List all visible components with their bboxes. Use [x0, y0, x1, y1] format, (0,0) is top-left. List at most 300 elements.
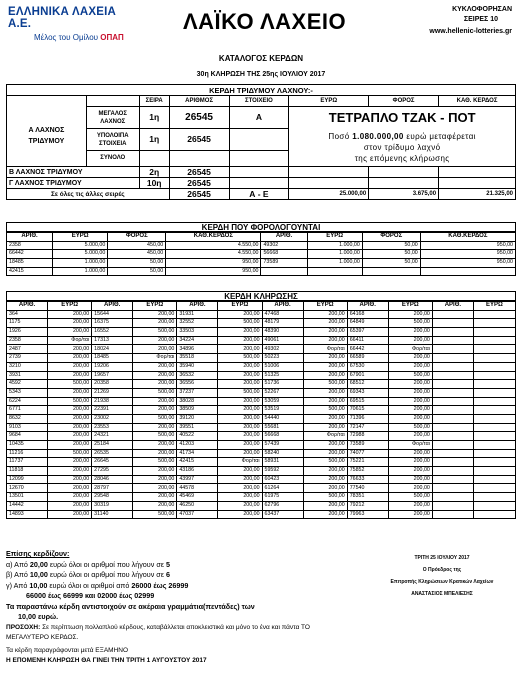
number-cell [362, 267, 420, 276]
amount-cell: 200,00 [48, 354, 92, 363]
number-cell [432, 493, 473, 502]
number-cell: 51736 [262, 380, 303, 389]
amount-cell: 200,00 [133, 423, 177, 432]
number-cell: 50,00 [362, 259, 420, 268]
number-cell: 76633 [347, 475, 388, 484]
number-cell: 3931 [7, 371, 48, 380]
number-cell: 11216 [7, 449, 48, 458]
paper-note: Τα παραστάνω κέρδη αντιστοιχούν σε ακέραια γραμμάτια(πεντάδες) των [6, 601, 255, 611]
column-header: ΑΡΙΘ. [7, 233, 53, 242]
number-cell: 4592 [7, 380, 48, 389]
amount-cell: 200,00 [303, 423, 347, 432]
number-cell: 41203 [177, 441, 218, 450]
number-cell: 21938 [92, 397, 133, 406]
amount-cell: 200,00 [303, 371, 347, 380]
amount-cell: 200,00 [388, 397, 432, 406]
amount-cell: 200,00 [48, 441, 92, 450]
taxed-row [7, 267, 516, 276]
number-cell: 22391 [92, 406, 133, 415]
number-cell: 64849 [347, 319, 388, 328]
number-cell: 59592 [262, 467, 303, 476]
number-cell: 18485 [92, 354, 133, 363]
number-cell: 17313 [92, 336, 133, 345]
amount-cell: 500,00 [218, 319, 262, 328]
amount-cell: 200,00 [133, 501, 177, 510]
number-cell: 53519 [262, 406, 303, 415]
amount-cell: 950,00 [420, 250, 515, 259]
amount-cell [473, 362, 515, 371]
number-cell: 68512 [347, 380, 388, 389]
amount-cell: 200,00 [133, 406, 177, 415]
amount-cell: 200,00 [388, 336, 432, 345]
amount-cell: 200,00 [388, 458, 432, 467]
amount-cell: 200,00 [218, 414, 262, 423]
amount-cell: 5.000,00 [53, 250, 108, 259]
number-cell: 61975 [262, 493, 303, 502]
wins-row [7, 432, 516, 441]
number-cell: 56668 [261, 250, 307, 259]
amount-cell: 200,00 [303, 336, 347, 345]
amount-cell [473, 380, 515, 389]
also-won-heading: Επίσης κερδίζουν: [6, 549, 70, 558]
taxed-row [7, 241, 516, 250]
wins-row [7, 310, 516, 319]
number-cell: 39551 [177, 423, 218, 432]
amount-cell: 200,00 [388, 414, 432, 423]
draw-date: 30η ΚΛΗΡΩΣΗ ΤΗΣ 25ης ΙΟΥΛΙΟΥ 2017 [196, 71, 326, 78]
number-cell: 50,00 [108, 267, 166, 276]
company-logo [8, 6, 128, 42]
amount-cell: 200,00 [48, 362, 92, 371]
amount-cell: 200,00 [218, 484, 262, 493]
number-cell: 58931 [262, 458, 303, 467]
number-cell: 32552 [177, 319, 218, 328]
column-header: ΕΥΡΩ [303, 302, 347, 311]
amount-cell: 200,00 [388, 310, 432, 319]
amount-cell [473, 449, 515, 458]
column-header: ΑΡΙΘ. [432, 302, 473, 311]
amount-cell [473, 406, 515, 415]
amount-cell: 200,00 [218, 510, 262, 519]
number-cell: 50,00 [108, 259, 166, 268]
column-header: ΦΟΡΟΣ [362, 233, 420, 242]
amount-cell: 200,00 [218, 432, 262, 441]
column-header: ΕΥΡΩ [307, 233, 362, 242]
number-cell: 27295 [92, 467, 133, 476]
brand-name: ΕΛΛΗΝΙΚΑ ΛΑΧΕΙΑ Α.Ε. [8, 6, 117, 30]
amount-cell: 200,00 [388, 467, 432, 476]
amount-cell [473, 458, 515, 467]
amount-cell: 200,00 [218, 475, 262, 484]
number-cell [432, 501, 473, 510]
amount-cell: 200,00 [218, 310, 262, 319]
amount-cell: 500,00 [48, 397, 92, 406]
number-cell [432, 336, 473, 345]
amount-cell: 200,00 [48, 467, 92, 476]
number-cell: 2358 [7, 241, 53, 250]
amount-cell: 200,00 [218, 501, 262, 510]
amount-cell: 200,00 [218, 449, 262, 458]
wins-row [7, 423, 516, 432]
wins-row [7, 397, 516, 406]
wins-row [7, 501, 516, 510]
amount-cell: 200,00 [388, 484, 432, 493]
number-cell: 48390 [262, 328, 303, 337]
number-cell: 28797 [92, 484, 133, 493]
number-cell: 42415 [7, 267, 53, 276]
number-cell: 73589 [261, 259, 307, 268]
number-cell: 23002 [92, 414, 133, 423]
amount-cell: Φορ/ται [388, 441, 432, 450]
amount-cell [473, 414, 515, 423]
signature-block: ΤΡΙΤΗ 25 ΙΟΥΛΙΟΥ 2017 Ο Πρόεδρος της Επιτροπής Κληρώσεων Κρατικών Λαχείων ΑΝΑΣΤΑΣΙΟΣ ΜΠΕΛΙΕΣΗΣ [390, 555, 494, 597]
number-cell: 24321 [92, 432, 133, 441]
amount-cell: Φορ/ται [218, 458, 262, 467]
amount-cell [473, 319, 515, 328]
amount-cell: 200,00 [133, 319, 177, 328]
number-cell [432, 458, 473, 467]
amount-cell: Φορ/ται [303, 432, 347, 441]
amount-cell: 500,00 [133, 388, 177, 397]
website-link[interactable]: www.hellenic-lotteries.gr [429, 28, 512, 35]
amount-cell: 200,00 [218, 345, 262, 354]
number-cell: 52267 [262, 388, 303, 397]
amount-cell: 200,00 [133, 371, 177, 380]
line-a: α) Από 20,00 ευρώ όλοι οι αριθμοί που λήγουν σε 5 [6, 559, 170, 569]
taxed-title: ΚΕΡΔΗ ΠΟΥ ΦΟΡΟΛΟΓΟΥΝΤΑΙ [6, 222, 516, 232]
number-cell: 14442 [7, 501, 48, 510]
amount-cell: 500,00 [133, 458, 177, 467]
amount-cell: 200,00 [48, 484, 92, 493]
taxed-row [7, 259, 516, 268]
number-cell: 48179 [262, 319, 303, 328]
number-cell: 67530 [347, 362, 388, 371]
number-cell: 34896 [177, 345, 218, 354]
wins-row [7, 414, 516, 423]
wins-row [7, 406, 516, 415]
amount-cell: 200,00 [48, 328, 92, 337]
number-cell: 66589 [347, 354, 388, 363]
amount-cell: 500,00 [303, 380, 347, 389]
number-cell: 5343 [7, 388, 48, 397]
amount-cell: 500,00 [218, 388, 262, 397]
amount-cell: 200,00 [388, 501, 432, 510]
column-header: ΑΡΙΘ. [347, 302, 388, 311]
number-cell: 45469 [177, 493, 218, 502]
column-header: ΦΟΡΟΣ [108, 233, 166, 242]
number-cell: 15644 [92, 310, 133, 319]
number-cell: 23553 [92, 423, 133, 432]
wins-row [7, 328, 516, 337]
amount-cell: 200,00 [303, 397, 347, 406]
number-cell: 75221 [347, 458, 388, 467]
number-cell [432, 510, 473, 519]
number-cell: 42415 [177, 458, 218, 467]
amount-cell: 200,00 [133, 441, 177, 450]
wins-row [7, 510, 516, 519]
amount-cell [473, 328, 515, 337]
line-b: β) Από 10,00 ευρώ όλοι οι αριθμοί που λήγουν σε 6 [6, 570, 170, 579]
number-cell [432, 380, 473, 389]
amount-cell: 200,00 [48, 423, 92, 432]
amount-cell: 200,00 [303, 441, 347, 450]
number-cell: 11737 [7, 458, 48, 467]
amount-cell [473, 388, 515, 397]
amount-cell: 200,00 [218, 441, 262, 450]
amount-cell: 4.550,00 [166, 241, 261, 250]
amount-cell: 500,00 [218, 354, 262, 363]
amount-cell: 500,00 [133, 328, 177, 337]
number-cell: 40522 [177, 432, 218, 441]
amount-cell: 200,00 [218, 467, 262, 476]
number-cell: 71396 [347, 414, 388, 423]
number-cell: 37237 [177, 388, 218, 397]
number-cell: 19657 [92, 371, 133, 380]
number-cell [432, 310, 473, 319]
column-header: ΑΡΙΘ. [92, 302, 133, 311]
amount-cell: 200,00 [303, 319, 347, 328]
wins-row [7, 449, 516, 458]
amount-cell: 200,00 [218, 423, 262, 432]
number-cell: 35518 [177, 354, 218, 363]
next-draw-note: Η ΕΠΟΜΕΝΗ ΚΛΗΡΩΣΗ ΘΑ ΓΙΝΕΙ ΤΗΝ ΤΡΙΤΗ 1 ΑΥΓΟΥΣΤΟΥ 2017 [6, 657, 207, 664]
column-header: ΕΥΡΩ [473, 302, 515, 311]
amount-cell: 950,00 [166, 259, 261, 268]
number-cell: 2487 [7, 345, 48, 354]
number-cell [261, 267, 307, 276]
amount-cell [473, 371, 515, 380]
number-cell: 33503 [177, 328, 218, 337]
wins-row [7, 345, 516, 354]
footer-notes: Επίσης κερδίζουν: α) Από 20,00 ευρώ όλοι οι αριθμοί που λήγουν σε 5 β) Από 10,00 ευρώ όλοι οι αριθμοί που λήγουν σε 6 γ) Από 10,00 ευρώ όλοι οι αριθμοί από 26000 έως 26999 66000 έως 66999 και 02000 έως 02999 Τα παραστάνω κέρδη αντιστοιχούν σε ακέραια γραμμάτια(πεντάδες) των 10,00 ευρώ. ΠΡΟΣΟΧΗ: Σε περίπτωση πολλαπλού κέρδους, καταβάλλεται αποκλειστικά και μόνο το ένα και πάντα ΤΟ ΜΕΓΑΛΥΤΕΡΟ ΚΕΡΔΟΣ. Τα κέρδη παραγράφονται μετά ΕΞΑΜΗΝΟ Η ΕΠΟΜΕΝΗ ΚΛΗΡΩΣΗ ΘΑ ΓΙΝΕΙ ΤΗΝ ΤΡΙΤΗ 1 ΑΥΓΟΥΣΤΟΥ 2017 [6, 549, 386, 667]
triple-title: ΚΕΡΔΗ ΤΡΙΔΥΜΟΥ ΛΑΧΝΟΥ:- [7, 85, 516, 96]
number-cell: 1175 [7, 319, 48, 328]
number-cell: 74077 [347, 449, 388, 458]
amount-cell: 200,00 [303, 484, 347, 493]
amount-cell [473, 397, 515, 406]
amount-cell: 200,00 [133, 310, 177, 319]
amount-cell: 200,00 [303, 414, 347, 423]
wins-row [7, 441, 516, 450]
number-cell: 50223 [262, 354, 303, 363]
column-header: ΕΥΡΩ [133, 302, 177, 311]
number-cell [432, 354, 473, 363]
number-cell [432, 319, 473, 328]
amount-cell: 200,00 [133, 397, 177, 406]
number-cell: 25184 [92, 441, 133, 450]
amount-cell: 200,00 [218, 371, 262, 380]
number-cell: 67901 [347, 371, 388, 380]
wins-row [7, 475, 516, 484]
wins-row [7, 493, 516, 502]
amount-cell: 500,00 [48, 380, 92, 389]
number-cell: 21269 [92, 388, 133, 397]
wins-row [7, 458, 516, 467]
number-cell: 450,00 [108, 250, 166, 259]
amount-cell: 200,00 [133, 449, 177, 458]
amount-cell: Φορ/ται [388, 345, 432, 354]
amount-cell: 200,00 [303, 388, 347, 397]
number-cell: 29548 [92, 493, 133, 502]
number-cell: 61264 [262, 484, 303, 493]
number-cell: 78351 [347, 493, 388, 502]
amount-cell: 200,00 [388, 510, 432, 519]
line-c-cont: 66000 έως 66999 και 02000 έως 02999 [26, 591, 155, 600]
number-cell: 75852 [347, 467, 388, 476]
number-cell: 26535 [92, 449, 133, 458]
wins-row [7, 388, 516, 397]
number-cell: 79963 [347, 510, 388, 519]
number-cell: 73589 [347, 441, 388, 450]
taxed-row [7, 250, 516, 259]
wins-row [7, 354, 516, 363]
amount-cell: 950,00 [420, 241, 515, 250]
number-cell: 38509 [177, 406, 218, 415]
amount-cell [473, 484, 515, 493]
column-header: ΕΥΡΩ [48, 302, 92, 311]
number-cell [432, 362, 473, 371]
amount-cell: 500,00 [388, 319, 432, 328]
number-cell: 44578 [177, 484, 218, 493]
number-cell: 41734 [177, 449, 218, 458]
number-cell [432, 345, 473, 354]
number-cell: 65397 [347, 328, 388, 337]
amount-cell: 500,00 [388, 423, 432, 432]
amount-cell [473, 501, 515, 510]
amount-cell [473, 493, 515, 502]
amount-cell [473, 475, 515, 484]
page-title: ΛΑΪΚΟ ΛΑΧΕΙΟ [183, 9, 347, 34]
number-cell: 49302 [261, 241, 307, 250]
amount-cell [473, 467, 515, 476]
amount-cell: 1.000,00 [307, 250, 362, 259]
number-cell: 450,00 [108, 241, 166, 250]
number-cell [432, 432, 473, 441]
amount-cell: 500,00 [303, 493, 347, 502]
amount-cell: 200,00 [133, 362, 177, 371]
amount-cell: 500,00 [388, 371, 432, 380]
number-cell: 36532 [177, 371, 218, 380]
amount-cell: 200,00 [48, 388, 92, 397]
number-cell: 47468 [262, 310, 303, 319]
number-cell: 16552 [92, 328, 133, 337]
column-header: ΑΡΙΘ. [262, 302, 303, 311]
amount-cell: 4.550,00 [166, 250, 261, 259]
amount-cell: 200,00 [218, 362, 262, 371]
number-cell: 43186 [177, 467, 218, 476]
number-cell [432, 484, 473, 493]
amount-cell: 200,00 [388, 406, 432, 415]
amount-cell: 200,00 [388, 380, 432, 389]
attention-note: ΠΡΟΣΟΧΗ: Σε περίπτωση πολλαπλού κέρδους, καταβάλλεται αποκλειστικά και μόνο το ένα και πάντα ΤΟ [6, 623, 310, 631]
column-header: ΕΥΡΩ [218, 302, 262, 311]
amount-cell: 200,00 [48, 475, 92, 484]
amount-cell: 200,00 [48, 432, 92, 441]
amount-cell: 200,00 [218, 380, 262, 389]
wins-row [7, 362, 516, 371]
amount-cell: 200,00 [133, 380, 177, 389]
number-cell: 35940 [177, 362, 218, 371]
number-cell: 49302 [262, 345, 303, 354]
triple-prize-table: ΚΕΡΔΗ ΤΡΙΔΥΜΟΥ ΛΑΧΝΟΥ:- ΣΕΙΡΑ ΑΡΙΘΜΟΣ ΣΤΟΙΧΕΙΟ ΕΥΡΩ ΦΟΡΟΣ ΚΑΘ. ΚΕΡΔΟΣ Α ΛΑΧΝΟΣ ΤΡΙΔΥΜΟΥ ΜΕΓΑΛΟΣ ΛΑΧΝΟΣ 1η 26545 Α ΤΕΤΡΑΠΛΟ ΤΖΑΚ - ΠΟΤ ΥΠΟΛΟΙΠΑ ΣΤΟΙΧΕΙΑ 1η 26545 Ποσό 1.080.000,00 ευρώ μεταφέρεται στον τρίδυμο λαχνό της επόμενης κλήρωσης ΣΥΝΟΛΟ Β ΛΑΧΝΟΣ ΤΡΙΔΥΜΟΥ 2η 26545 Γ ΛΑΧΝΟΣ ΤΡΙΔΥΜΟΥ 10η 26545 Σε όλες τις άλλες σειρές 26545 Α - Ε 25.000,00 3.675,00 21.325,00 [6, 84, 516, 200]
amount-cell: Φορ/ται [133, 354, 177, 363]
amount-cell: 200,00 [48, 414, 92, 423]
number-cell: 66411 [347, 336, 388, 345]
number-cell: 77540 [347, 484, 388, 493]
amount-cell [473, 354, 515, 363]
amount-cell: 200,00 [48, 406, 92, 415]
number-cell: 10435 [7, 441, 48, 450]
wins-row [7, 336, 516, 345]
amount-cell [473, 345, 515, 354]
amount-cell: 200,00 [303, 362, 347, 371]
amount-cell: 200,00 [48, 458, 92, 467]
number-cell: 46250 [177, 501, 218, 510]
amount-cell: 200,00 [388, 328, 432, 337]
number-cell: 26645 [92, 458, 133, 467]
number-cell: 66442 [347, 345, 388, 354]
taxed-wins-table [6, 232, 516, 276]
column-header: ΑΡΙΘ. [7, 302, 48, 311]
amount-cell [473, 432, 515, 441]
amount-cell [473, 441, 515, 450]
amount-cell: 200,00 [48, 310, 92, 319]
amount-cell: 200,00 [48, 345, 92, 354]
number-cell [432, 406, 473, 415]
amount-cell: 200,00 [133, 475, 177, 484]
amount-cell: 5.000,00 [53, 241, 108, 250]
wins-row [7, 467, 516, 476]
wins-title: ΚΕΡΔΗ ΚΛΗΡΩΣΗΣ [6, 291, 516, 301]
number-cell: 60423 [262, 475, 303, 484]
line-c: γ) Από 10,00 ευρώ όλοι οι αριθμοί από 26000 έως 26999 [6, 580, 189, 590]
number-cell: 49061 [262, 336, 303, 345]
number-cell: 55681 [262, 423, 303, 432]
amount-cell: 500,00 [133, 432, 177, 441]
amount-cell: 200,00 [48, 371, 92, 380]
number-cell: 51325 [262, 371, 303, 380]
amount-cell [307, 267, 362, 276]
amount-cell: 200,00 [218, 406, 262, 415]
amount-cell: 200,00 [133, 484, 177, 493]
number-cell [432, 371, 473, 380]
wins-row [7, 484, 516, 493]
number-cell: 18024 [92, 345, 133, 354]
amount-cell: 200,00 [133, 493, 177, 502]
number-cell [432, 475, 473, 484]
number-cell [432, 414, 473, 423]
amount-cell: 200,00 [218, 336, 262, 345]
amount-cell: 1.000,00 [307, 259, 362, 268]
number-cell: 64168 [347, 310, 388, 319]
number-cell: 69515 [347, 397, 388, 406]
amount-cell: 1.000,00 [307, 241, 362, 250]
column-header: ΚΑΘ.ΚΕΡΔΟΣ [420, 233, 515, 242]
column-header: ΑΡΙΘ. [261, 233, 307, 242]
number-cell: 8632 [7, 414, 48, 423]
number-cell: 1926 [7, 328, 48, 337]
amount-cell [473, 310, 515, 319]
wins-row [7, 371, 516, 380]
amount-cell: 200,00 [388, 475, 432, 484]
number-cell: 47037 [177, 510, 218, 519]
amount-cell: 500,00 [303, 458, 347, 467]
number-cell: 34224 [177, 336, 218, 345]
number-cell: 79212 [347, 501, 388, 510]
number-cell: 39120 [177, 414, 218, 423]
taxed-row-header [7, 233, 516, 242]
number-cell: 62796 [262, 501, 303, 510]
